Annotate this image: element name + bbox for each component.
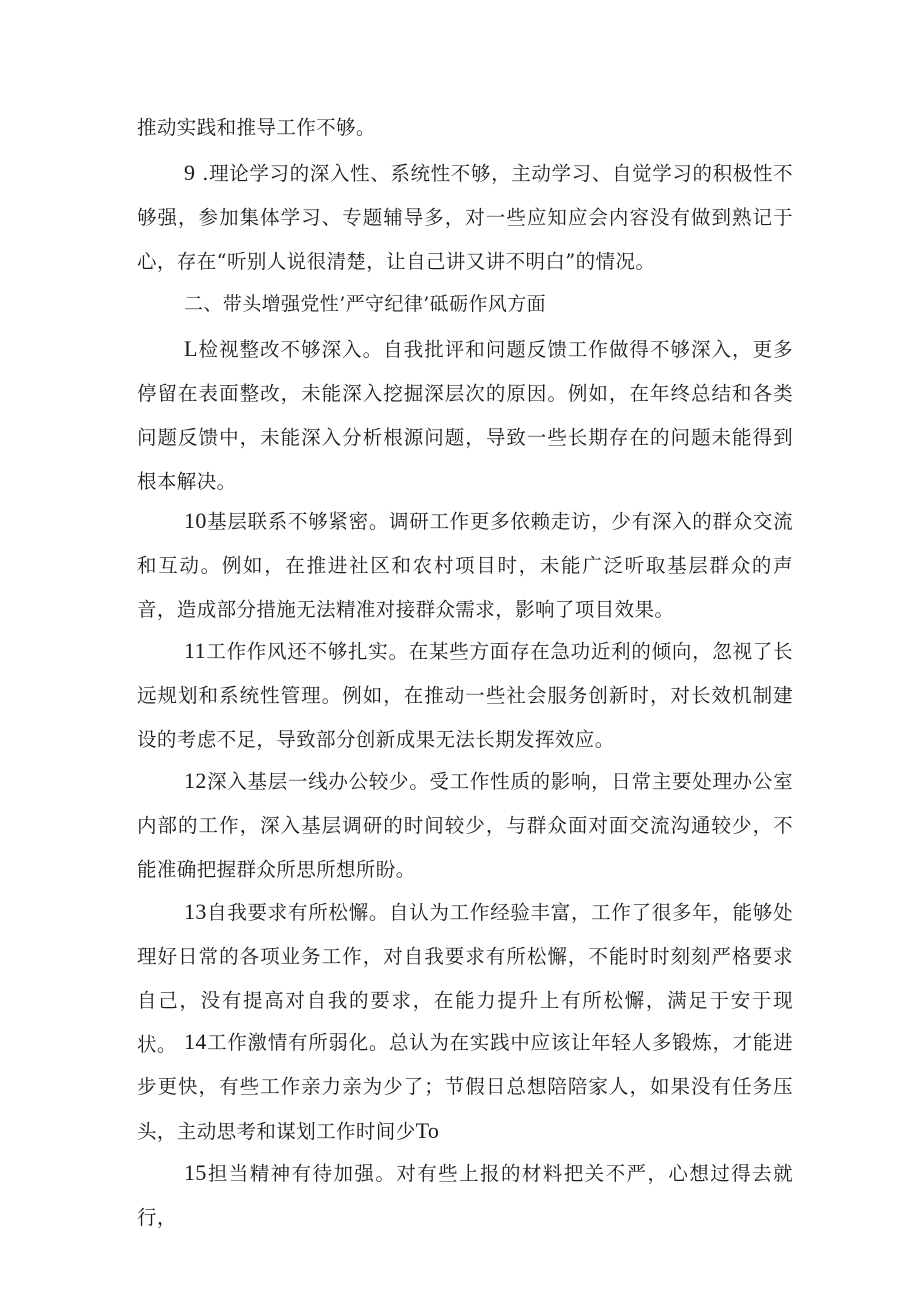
paragraph-item-9: 9 .理论学习的深入性、系统性不够，主动学习、自觉学习的积极性不够强，参加集体学习、专题辅导多，对一些应知应会内容没有做到熟记于心，存在“听别人说很清楚，让自己讲又讲不明白”的情况。: [137, 160, 793, 273]
paragraph-item-11: 11工作作风还不够扎实。在某些方面存在急功近利的倾向，忽视了长远规划和系统性管理。例如，在推动一些社会服务创新时，对长效机制建设的考虑不足，导致部分创新成果无法长期发挥效应。: [137, 638, 793, 751]
section-heading: 二、带头增强党性’严守纪律’砥砺作风方面: [184, 293, 547, 315]
paragraph-item-12: 12深入基层一线办公较少。受工作性质的影响，日常主要处理办公室内部的工作，深入基层调研的时间较少，与群众面对面交流沟通较少，不能准确把握群众所思所想所盼。: [137, 768, 793, 881]
paragraph-tail: To: [415, 1118, 440, 1143]
item-number: 9: [184, 160, 196, 185]
item-number: L: [184, 336, 198, 361]
item-number: 12: [184, 768, 207, 793]
item-number: 10: [184, 508, 207, 533]
item-number: 14: [184, 1029, 207, 1054]
item-number: 13: [184, 899, 207, 924]
paragraph-continuation: 推动实践和推导工作不够。: [137, 116, 376, 139]
paragraph-item-14: 14工作激情有所弱化。总认为在实践中应该让年轻人多锻炼，才能进步更快，有些工作亲力亲为少了；节假日总想陪陪家人，如果没有任务压头，主动思考和谋划工作时间少To: [137, 1029, 793, 1143]
item-number: 11: [184, 638, 206, 663]
paragraph-item-15: 15担当精神有待加强。对有些上报的材料把关不严，心想过得去就行，: [137, 1160, 793, 1229]
paragraph-item-1: L检视整改不够深入。自我批评和问题反馈工作做得不够深入，更多停留在表面整改，未能深入挖掘深层次的原因。例如，在年终总结和各类问题反馈中，未能深入分析根源问题，导致一些长期存在的问题未能得到根本解决。: [137, 336, 793, 493]
paragraph-item-13: 13自我要求有所松懈。自认为工作经验丰富，工作了很多年，能够处理好日常的各项业务工作，对自我要求有所松懈，不能时时刻刻严格要求自己，没有提高对自我的要求，在能力提升上有所松懈，满足于安于现状。: [137, 899, 793, 1056]
item-number: 15: [184, 1160, 207, 1185]
paragraph-item-10: 10基层联系不够紧密。调研工作更多依赖走访，少有深入的群众交流和互动。例如，在推进社区和农村项目时，未能广泛听取基层群众的声音，造成部分措施无法精准对接群众需求，影响了项目效果。: [137, 508, 793, 621]
